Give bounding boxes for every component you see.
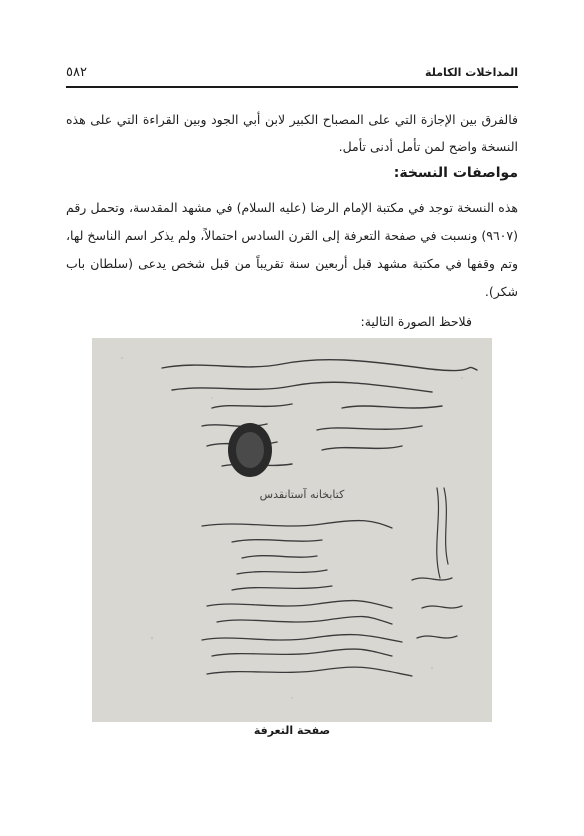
scan-background	[92, 338, 492, 722]
manuscript-scan	[92, 338, 492, 722]
running-title: المداخلات الكاملة	[425, 66, 518, 79]
header-rule	[66, 86, 518, 88]
library-stamp: كتابخانه آستانقدس	[259, 488, 345, 501]
page-number: ٥٨٢	[66, 65, 87, 80]
figure-caption: صفحة التعرفة	[253, 724, 331, 737]
paragraph-2: هذه النسخة توجد في مكتبة الإمام الرضا (عليه السلام) في مشهد المقدسة، وتحمل رقم (٩٦٠٧) ونسبت في صفحة التعرفة إلى القرن السادس احتمالاً، ولم يذكر اسم الناسخ لها، وتم وقفها في مكتبة مشهد قبل أربعين سنة تقريباً من قبل شخص يدعى (سلطان باب شكر).	[66, 200, 518, 299]
figure-intro: فلاحظ الصورة التالية:	[360, 314, 472, 329]
page-header	[66, 64, 518, 86]
paragraph-1: فالفرق بين الإجازة التي على المصباح الكبير لابن أبي الجود وبين القراءة التي على هذه النسخة واضح لمن تأمل أدنى تأمل.	[66, 112, 518, 154]
seal-stamp	[228, 423, 272, 477]
section-heading: مواصفات النسخة:	[393, 165, 518, 181]
